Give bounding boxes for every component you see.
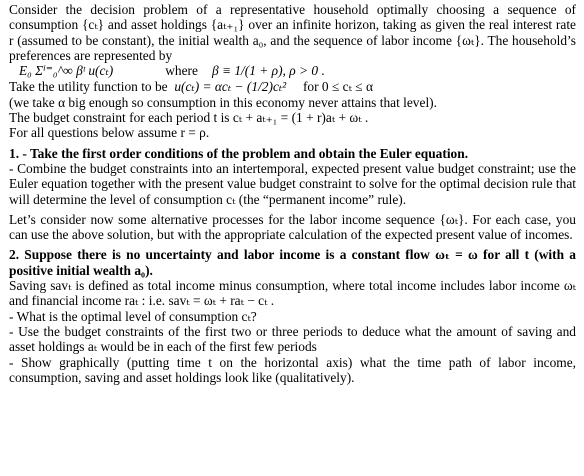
question-2-b: - Use the budget constraints of the first two or three periods to deduce what the amount of saving and asset holdings aₜ would be in each of the first few periods	[9, 323, 576, 355]
objective-line	[9, 63, 576, 78]
objective-where: where	[165, 63, 198, 79]
objective-formula: E₀ Σⁱ⁼₀^∞ βᵗ u(cₜ)	[19, 63, 114, 79]
question-1-body: - Combine the budget constraints into an intertemporal, expected present value budget constraint; use the Euler equation together with the present value budget constraint to solve for the optimal decision rule that will determine the level of consumption cₜ (the “permanent income” rule).	[9, 160, 576, 207]
question-2-title: 2. Suppose there is no uncertainty and labor income is a constant flow ωₜ = ω for all t (with a positive initial wealth a₀).	[9, 247, 576, 278]
alpha-note: (we take α big enough so consumption in this economy never attains that level).	[9, 94, 437, 110]
utility-formula: u(cₜ) = αcₜ − (1/2)cₜ²	[174, 79, 287, 95]
assumption: For all questions below assume r = ρ.	[9, 125, 210, 141]
alternative-processes: Let’s consider now some alternative processes for the labor income sequence {ωₜ}. For each case, you can use the above solution, but with the appropriate calculation of the expected present value of incomes.	[9, 211, 576, 243]
utility-line	[9, 79, 576, 94]
question-2-c: - Show graphically (putting time t on the horizontal axis) what the time path of labor income, consumption, saving and asset holdings look like (qualitatively).	[9, 354, 576, 385]
utility-intro: Take the utility function to be	[9, 79, 168, 95]
question-2-a: - What is the optimal level of consumption cₜ?	[9, 308, 257, 324]
utility-range: for 0 ≤ cₜ ≤ α	[302, 79, 373, 95]
objective-beta: β ≡ 1/(1 + ρ), ρ > 0 .	[211, 63, 325, 79]
question-2-saving: Saving savₜ is defined as total income minus consumption, where total income includes labor income ωₜ and financial income raₜ : i.e. savₜ = ωₜ + raₜ − cₜ .	[9, 278, 576, 309]
budget-constraint: The budget constraint for each period t is cₜ + aₜ₊₁ = (1 + r)aₜ + ωₜ .	[9, 110, 369, 126]
question-1-title: 1. - Take the first order conditions of the problem and obtain the Euler equation.	[9, 145, 469, 161]
intro-paragraph: Consider the decision problem of a representative household optimally choosing a sequence of consumption {cₜ} and asset holdings {aₜ₊₁} over an infinite horizon, taking as given the real interest rate r (assumed to be constant), the initial wealth a₀, and the sequence of labor income {ωₜ}. The household’s preferences are represented by	[9, 2, 576, 63]
